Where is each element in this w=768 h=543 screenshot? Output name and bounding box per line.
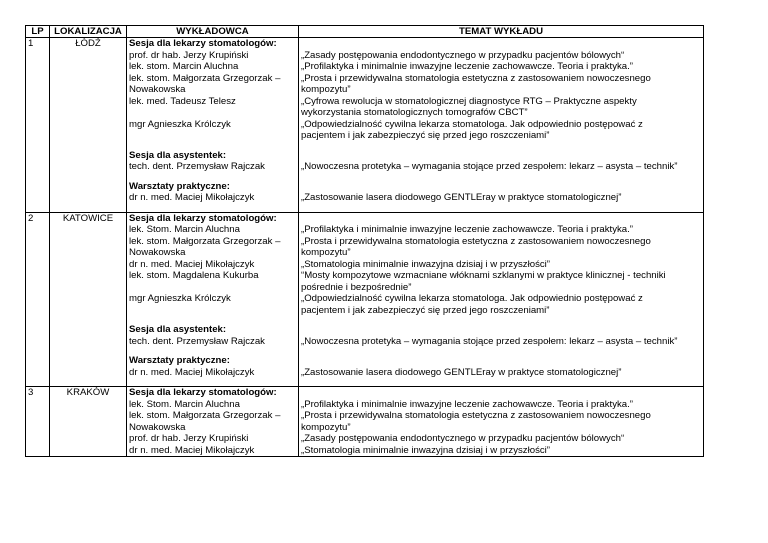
lecturer: dr n. med. Maciej Mikołajczyk [129,192,255,203]
topic: pacjentem i jak zabezpieczyć się przed jego roszczeniami” [301,130,550,141]
lecturer: tech. dent. Przemysław Rajczak [129,161,265,172]
header-row [26,26,704,38]
table-row [26,38,704,213]
topic: „Zastosowanie lasera diodowego GENTLEray w praktyce stomatologicznej” [301,192,622,203]
lecturer: Nowakowska [129,421,186,433]
topic: „Prosta i przewidywalna stomatologia estetyczna z zastosowaniem nowoczesnego [301,72,651,84]
header-lecturer: WYKŁADOWCA [127,26,299,38]
row-lecturers [127,38,299,213]
topic: “Mosty kompozytowe wzmacniane włóknami szklanymi w praktyce klinicznej - techniki [301,270,666,281]
topic: pacjentem i jak zabezpieczyć się przed jego roszczeniami” [301,304,550,316]
lecturer: lek. med. Tadeusz Telesz [129,95,236,107]
topic: „Profilaktyka i minimalnie inwazyjne leczenie zachowawcze. Teoria i praktyka.” [301,224,634,235]
topic: „Nowoczesna protetyka – wymagania stojące przed zespołem: lekarz – asysta – technik” [301,161,678,172]
topic: kompozytu” [301,421,351,433]
lecturer: lek. stom. Małgorzata Grzegorzak – [129,410,281,421]
row-location: KATOWICE [50,212,127,387]
row-lecturers [127,212,299,387]
session-assistants-label: Sesja dla asystentek: [129,324,227,335]
workshop-label: Warsztaty praktyczne: [129,355,230,366]
topic: „Profilaktyka i minimalnie inwazyjne leczenie zachowawcze. Teoria i praktyka.” [301,61,634,72]
lecturer: mgr Agnieszka Królczyk [129,118,231,130]
topic: „Profilaktyka i minimalnie inwazyjne leczenie zachowawcze. Teoria i praktyka.” [301,398,634,410]
topic: „Odpowiedzialność cywilna lekarza stomatologa. Jak odpowiednio postępować z [301,293,643,304]
row-location: ŁÓDŹ [50,38,127,213]
lecturer: dr n. med. Maciej Mikołajczyk [129,444,255,456]
lecture-schedule-table [25,25,704,457]
lecturer: tech. dent. Przemysław Rajczak [129,335,265,347]
topic: „Stomatologia minimalnie inwazyjna dzisiaj i w przyszłości” [301,444,550,456]
session-dentists-label: Sesja dla lekarzy stomatologów: [129,38,277,49]
topic: kompozytu” [301,84,351,95]
row-lp: 1 [26,38,50,213]
header-lp: LP [26,26,50,38]
header-location: LOKALIZACJA [50,26,127,38]
topic: „Zasady postępowania endodontycznego w przypadku pacjentów bólowych“ [301,49,625,61]
row-topics [299,387,704,457]
lecturer: dr n. med. Maciej Mikołajczyk [129,258,255,270]
lecturer: lek. stom. Małgorzata Grzegorzak – [129,72,281,84]
row-topics [299,212,704,387]
topic: „Stomatologia minimalnie inwazyjna dzisiaj i w przyszłości” [301,258,550,270]
table-row [26,387,704,457]
session-assistants-label: Sesja dla asystentek: [129,149,227,161]
topic: „Prosta i przewidywalna stomatologia estetyczna z zastosowaniem nowoczesnego [301,410,651,421]
row-location: KRAKÓW [50,387,127,457]
row-topics [299,38,704,213]
session-dentists-label: Sesja dla lekarzy stomatologów: [129,387,277,398]
lecturer: mgr Agnieszka Królczyk [129,293,231,304]
topic: wykorzystania stomatologicznych tomografów CBCT” [301,107,528,118]
lecturer: Nowakowska [129,247,186,258]
topic: „Prosta i przewidywalna stomatologia estetyczna z zastosowaniem nowoczesnego [301,235,651,247]
row-lp: 2 [26,212,50,387]
lecturer: lek. stom. Marcin Aluchna [129,61,239,72]
lecturer: lek. stom. Magdalena Kukurba [129,270,259,281]
header-topic: TEMAT WYKŁADU [299,26,704,38]
workshop-label: Warsztaty praktyczne: [129,180,230,192]
lecturer: prof. dr hab. Jerzy Krupiński [129,49,249,61]
row-lp: 3 [26,387,50,457]
topic: „Zastosowanie lasera diodowego GENTLEray w praktyce stomatologicznej” [301,366,622,378]
row-lecturers [127,387,299,457]
lecturer: Nowakowska [129,84,186,95]
lecturer: prof. dr hab. Jerzy Krupiński [129,433,249,444]
topic: pośrednie i bezpośrednie” [301,281,412,293]
topic: „Odpowiedzialność cywilna lekarza stomatologa. Jak odpowiednio postępować z [301,118,643,130]
lecturer: lek. stom. Małgorzata Grzegorzak – [129,235,281,247]
topic: kompozytu” [301,247,351,258]
topic: „Cyfrowa rewolucja w stomatologicznej diagnostyce RTG – Praktyczne aspekty [301,95,637,107]
lecturer: lek. Stom. Marcin Aluchna [129,224,240,235]
topic: „Nowoczesna protetyka – wymagania stojące przed zespołem: lekarz – asysta – technik” [301,335,678,347]
table-row [26,212,704,387]
session-dentists-label: Sesja dla lekarzy stomatologów: [129,212,277,224]
lecturer: dr n. med. Maciej Mikołajczyk [129,366,255,378]
topic: „Zasady postępowania endodontycznego w przypadku pacjentów bólowych“ [301,433,625,444]
lecturer: lek. Stom. Marcin Aluchna [129,398,240,410]
